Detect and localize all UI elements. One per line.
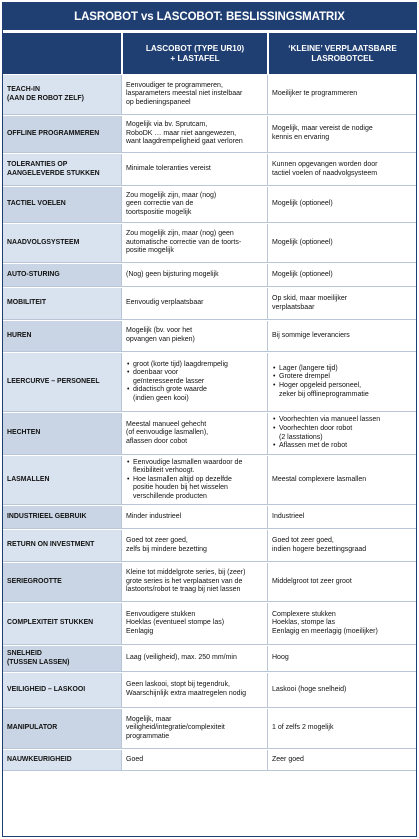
matrix-row [3, 562, 416, 602]
bullet-item: • didactisch grote waarde (indien geen kooi) [126, 386, 228, 403]
cell-lasrobotcel [267, 288, 416, 319]
column-header-line: ‘KLEINE’ VERPLAATSBARE [288, 43, 397, 53]
matrix-title: LASROBOT vs LASCOBOT: BESLISSINGSMATRIX [3, 3, 416, 33]
bullet-list [272, 416, 380, 450]
row-label: TACTIEL VOELEN [3, 187, 121, 222]
cell-lascobot [121, 264, 267, 286]
bullet-list [126, 361, 228, 404]
matrix-row [3, 223, 416, 263]
cell-text: Mogelijk (optioneel) [272, 270, 333, 278]
matrix-row [3, 263, 416, 287]
cell-text: Industrieel [272, 512, 305, 520]
cell-lascobot [121, 116, 267, 152]
cell-lascobot [121, 187, 267, 222]
matrix-row [3, 186, 416, 223]
matrix-row [3, 153, 416, 186]
row-label: AUTO-STURING [3, 264, 121, 286]
bullet-list [126, 459, 242, 502]
cell-lascobot [121, 456, 267, 504]
cell-lasrobotcel [267, 750, 416, 770]
cell-text: Minder industrieel [126, 512, 182, 520]
cell-text: Laag (veiligheid), max. 250 mm/min [126, 654, 237, 662]
column-header-lascobot [121, 33, 267, 74]
cell-lascobot [121, 321, 267, 351]
matrix-row [3, 455, 416, 505]
cell-text: Kunnen opgevangen worden door tactiel voelen of naadvolgsysteem [272, 160, 378, 177]
bullet-item: • Aflassen met de robot [272, 442, 380, 451]
bullet-item: • Grotere drempel [272, 373, 369, 382]
row-label: COMPLEXITEIT STUKKEN [3, 603, 121, 644]
cell-lasrobotcel [267, 709, 416, 748]
matrix-body [3, 74, 416, 771]
cell-lascobot [121, 603, 267, 644]
cell-lasrobotcel [267, 456, 416, 504]
cell-lasrobotcel [267, 321, 416, 351]
cell-text: Zeer goed [272, 755, 304, 763]
matrix-row [3, 320, 416, 352]
cell-text: Mogelijk via bv. Sprutcam, RoboDK … maar niet aangewezen, want laagdrempeligheid gaat verloren [126, 121, 243, 146]
cell-text: Mogelijk, maar vereist de nodige kennis en ervaring [272, 125, 373, 141]
cell-lascobot [121, 750, 267, 770]
cell-text: Kleine tot middelgrote series, bij (zeer) grote series is het verplaatsen van de lastoorts/robot te traag bij niet lassen [126, 569, 246, 594]
row-label: SERIEGROOTTE [3, 563, 121, 601]
matrix-row [3, 74, 416, 115]
matrix-row [3, 749, 416, 771]
matrix-row [3, 412, 416, 455]
row-label: LEERCURVE – PERSONEEL [3, 353, 121, 411]
cell-lasrobotcel [267, 603, 416, 644]
cell-lasrobotcel [267, 264, 416, 286]
bullet-item: • Hoe lasmallen altijd op dezelfde positie houden bij het wisselen verschillende producten [126, 476, 242, 502]
cell-lasrobotcel [267, 506, 416, 528]
decision-matrix [2, 2, 417, 837]
row-label: INDUSTRIEEL GEBRUIK [3, 506, 121, 528]
matrix-row [3, 708, 416, 749]
matrix-row [3, 529, 416, 562]
row-label: HECHTEN [3, 413, 121, 454]
cell-text: Middelgroot tot zeer groot [272, 577, 352, 585]
cell-lascobot [121, 709, 267, 748]
column-header-line: LASROBOTCEL [311, 53, 374, 63]
cell-lasrobotcel [267, 75, 416, 114]
cell-lascobot [121, 154, 267, 185]
matrix-row [3, 602, 416, 645]
cell-text: Minimale toleranties vereist [126, 165, 211, 173]
bullet-item: • Voorhechten door robot (2 lasstations) [272, 425, 380, 442]
cell-lasrobotcel [267, 154, 416, 185]
row-label: TOLERANTIES OP AANGELEVERDE STUKKEN [3, 154, 121, 185]
bullet-item: • Voorhechten via manueel lassen [272, 416, 380, 425]
bullet-item: • Eenvoudige lasmallen waardoor de flexibiliteit verhoogt. [126, 459, 242, 476]
cell-lasrobotcel [267, 673, 416, 707]
row-label: NAADVOLGSYSTEEM [3, 224, 121, 262]
cell-lascobot [121, 353, 267, 411]
bullet-item: • Lager (langere tijd) [272, 365, 369, 374]
row-label: VEILIGHEID – LASKOOI [3, 673, 121, 707]
cell-text: (Nog) geen bijsturing mogelijk [126, 270, 219, 278]
cell-text: Hoog [272, 654, 289, 662]
bullet-item: • Hoger opgeleid personeel, zeker bij offlineprogrammatie [272, 382, 369, 399]
cell-lasrobotcel [267, 353, 416, 411]
cell-text: Moeilijker te programmeren [272, 90, 358, 98]
matrix-row [3, 505, 416, 529]
row-label: LASMALLEN [3, 456, 121, 504]
cell-lasrobotcel [267, 530, 416, 561]
cell-lascobot [121, 413, 267, 454]
cell-lascobot [121, 530, 267, 561]
cell-text: Eenvoudigere stukken Hoeklas (eventueel stompe las) Eenlagig [126, 610, 225, 635]
cell-text: Meestal complexere lasmallen [272, 475, 367, 483]
cell-lascobot [121, 224, 267, 262]
cell-lasrobotcel [267, 116, 416, 152]
column-header-line: LASCOBOT (TYPE UR10) [145, 43, 245, 53]
cell-text: Eenvoudig verplaatsbaar [126, 299, 204, 307]
row-label: SNELHEID (TUSSEN LASSEN) [3, 646, 121, 671]
cell-text: 1 of zelfs 2 mogelijk [272, 724, 334, 732]
cell-text: Zou mogelijk zijn, maar (nog) geen automatische correctie van de toorts- positie mogelijk [126, 230, 242, 255]
cell-text: Laskooi (hoge snelheid) [272, 685, 347, 693]
row-label: TEACH-IN (AAN DE ROBOT ZELF) [3, 75, 121, 114]
cell-lasrobotcel [267, 413, 416, 454]
cell-lascobot [121, 506, 267, 528]
matrix-row [3, 352, 416, 412]
cell-text: Zou mogelijk zijn, maar (nog) geen correctie van de toortspositie mogelijk [126, 191, 217, 216]
matrix-row [3, 672, 416, 708]
row-label: OFFLINE PROGRAMMEREN [3, 116, 121, 152]
cell-lascobot [121, 563, 267, 601]
cell-lascobot [121, 288, 267, 319]
header-blank-cell [3, 33, 121, 74]
bullet-item: • groot (korte tijd) laagdrempelig [126, 361, 228, 370]
cell-lascobot [121, 673, 267, 707]
cell-text: Goed [126, 755, 144, 763]
cell-text: Complexere stukken Hoeklas, stompe las Eenlagig en meerlagig (moeilijker) [272, 610, 378, 635]
cell-lascobot [121, 75, 267, 114]
row-label: MOBILITEIT [3, 288, 121, 319]
cell-text: Goed tot zeer goed, zelfs bij mindere bezetting [126, 536, 207, 553]
cell-text: Mogelijk (optioneel) [272, 238, 333, 246]
header-row [3, 33, 416, 74]
bullet-item: • doenbaar voor geïnteresseerde lasser [126, 369, 228, 386]
matrix-row [3, 115, 416, 153]
cell-text: Mogelijk (bv. voor het opvangen van pieken) [126, 327, 195, 343]
cell-text: Mogelijk (optioneel) [272, 200, 333, 208]
bullet-list [272, 365, 369, 399]
cell-text: Geen laskooi, stopt bij tegendruk, Waarschijnlijk extra maatregelen nodig [126, 681, 246, 697]
row-label: NAUWKEURIGHEID [3, 750, 121, 770]
cell-text: Eenvoudiger te programmeren, lasparameters meestal niet instelbaar op bedieningspaneel [126, 81, 243, 106]
cell-lascobot [121, 646, 267, 671]
cell-text: Meestal manueel gehecht (of eenvoudige lasmallen), aflassen door cobot [126, 420, 209, 445]
cell-text: Goed tot zeer goed, indien hogere bezettingsgraad [272, 536, 367, 553]
cell-lasrobotcel [267, 646, 416, 671]
cell-lasrobotcel [267, 224, 416, 262]
column-header-line: + LASTAFEL [170, 53, 220, 63]
cell-lasrobotcel [267, 187, 416, 222]
column-header-lasrobotcel [267, 33, 416, 74]
cell-text: Mogelijk, maar veiligheid/integratie/complexiteit programmatie [126, 715, 225, 740]
row-label: MANIPULATOR [3, 709, 121, 748]
row-label: HUREN [3, 321, 121, 351]
cell-text: Op skid, maar moeilijker verplaatsbaar [272, 294, 348, 311]
matrix-row [3, 645, 416, 672]
matrix-row [3, 287, 416, 320]
row-label: RETURN ON INVESTMENT [3, 530, 121, 561]
cell-text: Bij sommige leveranciers [272, 331, 350, 339]
cell-lasrobotcel [267, 563, 416, 601]
